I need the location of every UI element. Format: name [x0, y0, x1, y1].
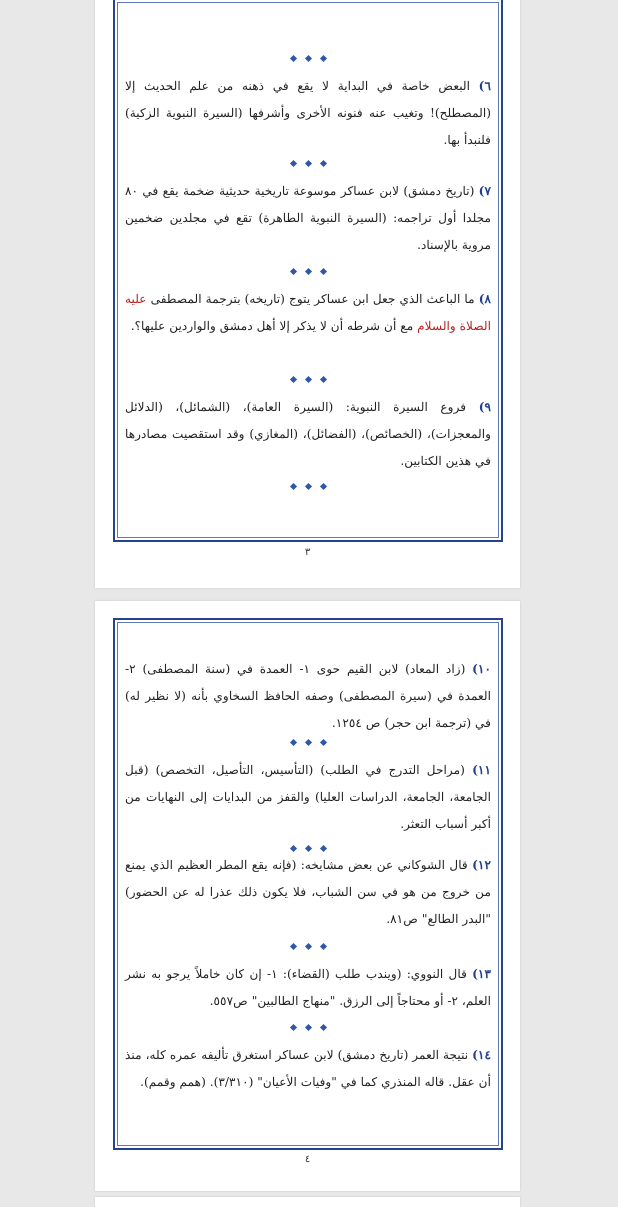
paragraph-7 [125, 178, 491, 259]
paragraph-text-cont: مع أن شرطه أن لا يذكر إلا أهل دمشق والواردين عليها؟. [130, 319, 414, 333]
document-page-5 [95, 1197, 520, 1207]
document-page-3 [95, 0, 520, 588]
paragraph-text: فروع السيرة النبوية: (السيرة العامة)، (الشمائل)، (الدلائل والمعجزات)، (الخصائص)، (الفضائل)، (المغازي) وقد استقصيت مصادرها في هذين الكتابين. [125, 400, 491, 468]
paragraph-14 [125, 1042, 491, 1096]
ornament-separator [125, 940, 491, 954]
item-number: ١٤) [472, 1048, 492, 1062]
ornament-separator [125, 265, 491, 279]
paragraph-11 [125, 757, 491, 838]
ornament-separator [125, 736, 491, 750]
ornament-separator [125, 52, 491, 66]
paragraph-text: (زاد المعاد) لابن القيم حوى ١- العمدة في (سنة المصطفى) ٢- العمدة في (سيرة المصطفى) وصفه الحافظ السخاوي بأنه (لا نظير له) في (ترجمة ابن حجر) ص ١٢٥٤. [125, 662, 491, 730]
paragraph-text: قال النووي: (ويندب طلب (القضاء): ١- إن كان خاملاً يرجو به نشر العلم، ٢- أو محتاجاً إلى الرزق. "منهاج الطالبين" ص٥٥٧. [125, 967, 491, 1008]
page-border [113, 618, 503, 1150]
paragraph-13 [125, 961, 491, 1015]
ornament-separator [125, 157, 491, 171]
paragraph-9 [125, 394, 491, 475]
paragraph-text: (مراحل التدرج في الطلب) (التأسيس، التأصيل، التخصص) (قبل الجامعة، الجامعة، الدراسات العليا) والقفز من البدايات إلى النهايات من أكبر أسباب التعثر. [125, 763, 491, 831]
page-number: ٤ [304, 1154, 311, 1165]
page-border [113, 0, 503, 542]
item-number: ١١) [472, 763, 492, 777]
salutation-highlight: عليه الصلاة والسلام [125, 292, 491, 333]
paragraph-text: (تاريخ دمشق) لابن عساكر موسوعة تاريخية حديثية ضخمة يقع في ٨٠ مجلدا أول تراجمه: (السيرة النبوية الطاهرة) تقع في مجلدين ضخمين مروية بالإسناد. [125, 184, 491, 252]
paragraph-text: ما الباعث الذي جعل ابن عساكر يتوج (تاريخه) بترجمة المصطفى [150, 292, 475, 306]
paragraph-10 [125, 656, 491, 737]
paragraph-text: نتيجة العمر (تاريخ دمشق) لابن عساكر استغرق تأليفه عمره كله، منذ أن عقل. قاله المنذري كما في "وفيات الأعيان" (٣/٣١٠). (همم وقمم). [125, 1048, 491, 1089]
item-number: ٩) [478, 400, 492, 414]
document-page-4 [95, 601, 520, 1191]
paragraph-6 [125, 73, 491, 154]
paragraph-8 [125, 286, 491, 340]
item-number: ٧) [478, 184, 491, 198]
page-number: ٣ [304, 547, 311, 558]
item-number: ١٠) [472, 662, 492, 676]
item-number: ١٣) [472, 967, 492, 981]
paragraph-text: البعض خاصة في البداية لا يقع في ذهنه من علم الحديث إلا (المصطلح)! وتغيب عنه فنونه الأخرى وأشرفها (السيرة النبوية الزكية) فلنبدأ بها. [125, 79, 491, 147]
item-number: ٨) [478, 292, 492, 306]
item-number: ٦) [478, 79, 491, 93]
ornament-separator [125, 480, 491, 494]
paragraph-text: قال الشوكاني عن بعض مشايخه: (فإنه يقع المطر العظيم الذي يمنع من خروج من هو في سن الشباب، فلا يكون ذلك عذرا له عن الحضور) "البدر الطالع" ص٨١. [125, 858, 491, 926]
item-number: ١٢) [472, 858, 491, 872]
ornament-separator [125, 373, 491, 387]
ornament-separator [125, 1021, 491, 1035]
paragraph-12 [125, 852, 491, 933]
